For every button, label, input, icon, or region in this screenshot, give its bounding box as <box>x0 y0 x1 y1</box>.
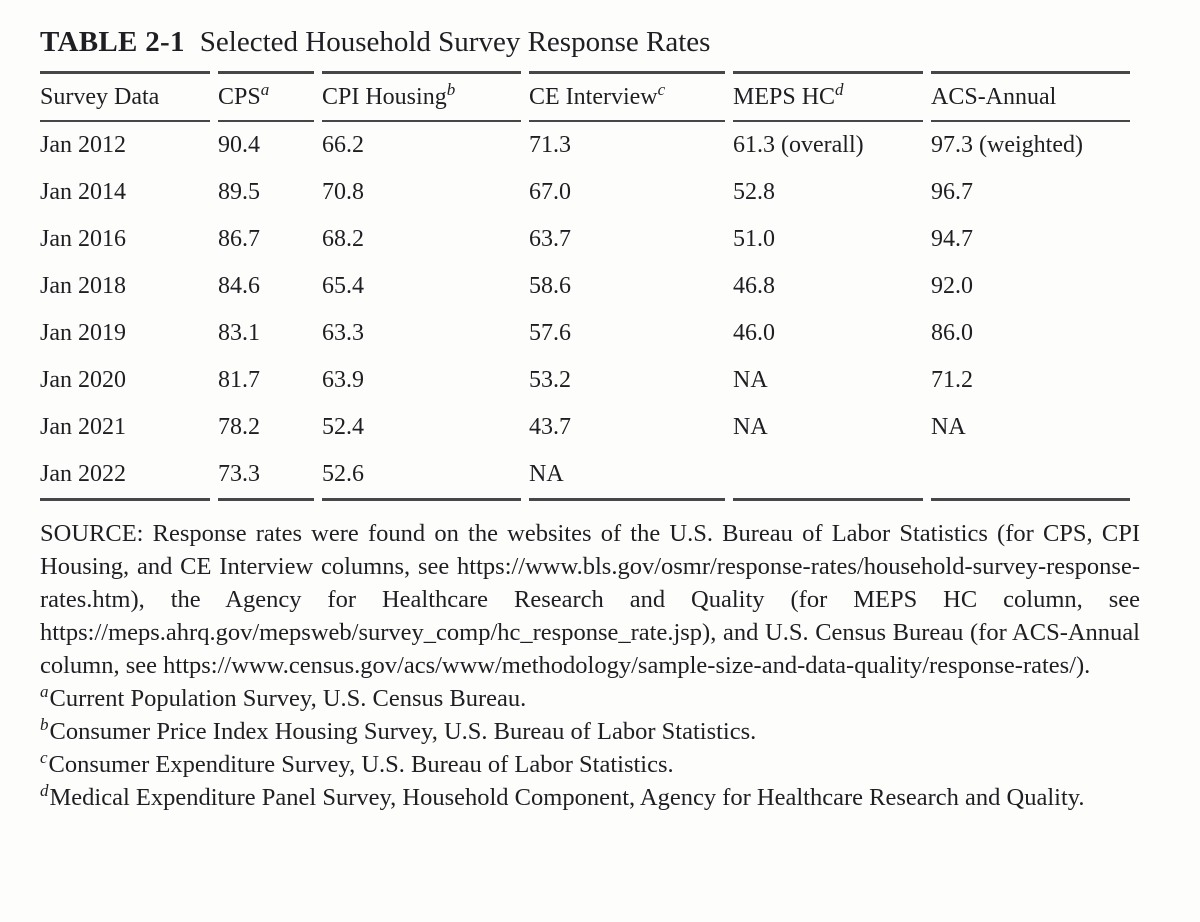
footnote-text: Medical Expenditure Panel Survey, Household Component, Agency for Healthcare Research and Quality. <box>49 784 1085 811</box>
cell-meps-hc: 51.0 <box>733 226 775 252</box>
cell-cps: 89.5 <box>218 179 260 205</box>
cell-meps-hc: 46.0 <box>733 320 775 346</box>
footnote-marker: b <box>40 714 49 734</box>
column-header-label: CPS <box>218 83 261 110</box>
cell-ce-interview: 43.7 <box>529 414 571 440</box>
table-row <box>40 122 1130 169</box>
footnote-d <box>40 781 1140 814</box>
footnote-marker: d <box>835 79 844 99</box>
cell-survey-date: Jan 2019 <box>40 320 126 346</box>
cell-survey-date: Jan 2022 <box>40 451 210 501</box>
source-note: SOURCE: Response rates were found on the websites of the U.S. Bureau of Labor Statistics (for CPS, CPI Housing, and CE Interview columns, see https://www.bls.gov/osmr/response-rates/household-survey-response-rates.htm), the Agency for Healthcare Research and Quality (for MEPS HC column, see https://meps.ahrq.gov/mepsweb/survey_comp/hc_response_rate.jsp), and U.S. Census Bureau (for ACS-Annual column, see https://www.census.gov/acs/www/methodology/sample-size-and-data-quality/response-rates/). <box>40 520 1140 679</box>
table-header-row <box>40 71 1130 122</box>
column-header-ce-interview <box>529 71 725 122</box>
table-title-text: Selected Household Survey Response Rates <box>199 26 711 58</box>
cell-ce-interview: NA <box>529 451 725 501</box>
table-row <box>40 404 1130 451</box>
cell-ce-interview: 63.7 <box>529 226 571 252</box>
column-header-survey-data <box>40 71 210 122</box>
table-title <box>40 26 1140 59</box>
column-header-label: CPI Housing <box>322 83 447 110</box>
cell-meps-hc: NA <box>733 367 768 393</box>
cell-cpi-housing: 52.4 <box>322 414 364 440</box>
footnote-text: Consumer Price Index Housing Survey, U.S. Bureau of Labor Statistics. <box>49 718 757 745</box>
cell-ce-interview: 53.2 <box>529 367 571 393</box>
cell-acs-annual: 97.3 (weighted) <box>931 132 1083 158</box>
footnote-marker: c <box>657 79 666 99</box>
cell-acs-annual: 71.2 <box>931 367 973 393</box>
column-header-label: CE Interview <box>529 83 658 110</box>
cell-cpi-housing: 65.4 <box>322 273 364 299</box>
cell-survey-date: Jan 2018 <box>40 273 126 299</box>
footnote-marker: c <box>40 747 48 767</box>
table-row <box>40 310 1130 357</box>
column-header-label: Survey Data <box>40 83 160 110</box>
footnote-marker: b <box>446 79 456 99</box>
cell-acs-annual: 94.7 <box>931 226 973 252</box>
cell-cpi-housing: 66.2 <box>322 132 364 158</box>
cell-meps-hc: 46.8 <box>733 273 775 299</box>
cell-meps-hc: 52.8 <box>733 179 775 205</box>
cell-acs-annual: 86.0 <box>931 320 973 346</box>
cell-cps: 73.3 <box>218 451 314 501</box>
cell-acs-annual: 96.7 <box>931 179 973 205</box>
column-header-acs-annual <box>931 71 1130 122</box>
cell-meps-hc <box>733 451 923 501</box>
cell-cpi-housing: 52.6 <box>322 451 521 501</box>
footnote-text: Current Population Survey, U.S. Census Bureau. <box>49 685 527 712</box>
table-label: TABLE 2-1 <box>40 26 185 58</box>
cell-cpi-housing: 63.9 <box>322 367 364 393</box>
cell-cpi-housing: 68.2 <box>322 226 364 252</box>
footnote-marker: a <box>40 681 49 701</box>
table-row <box>40 357 1130 404</box>
cell-acs-annual: 92.0 <box>931 273 973 299</box>
table-row <box>40 263 1130 310</box>
column-header-label: MEPS HC <box>733 83 836 110</box>
cell-meps-hc: NA <box>733 414 768 440</box>
cell-cps: 84.6 <box>218 273 260 299</box>
cell-meps-hc: 61.3 (overall) <box>733 132 864 158</box>
cell-cpi-housing: 63.3 <box>322 320 364 346</box>
column-header-label: ACS-Annual <box>931 83 1057 110</box>
cell-cps: 81.7 <box>218 367 260 393</box>
table-row <box>40 169 1130 216</box>
footnote-text: Consumer Expenditure Survey, U.S. Bureau of Labor Statistics. <box>48 751 674 778</box>
cell-ce-interview: 67.0 <box>529 179 571 205</box>
cell-survey-date: Jan 2016 <box>40 226 126 252</box>
cell-ce-interview: 57.6 <box>529 320 571 346</box>
cell-cps: 78.2 <box>218 414 260 440</box>
footnote-a <box>40 682 1140 715</box>
column-header-cps <box>218 71 314 122</box>
column-header-meps-hc <box>733 71 923 122</box>
footnote-c <box>40 748 1140 781</box>
table-row <box>40 451 1130 501</box>
cell-survey-date: Jan 2012 <box>40 132 126 158</box>
column-header-cpi-housing <box>322 71 521 122</box>
response-rates-table <box>32 71 1138 501</box>
cell-survey-date: Jan 2020 <box>40 367 126 393</box>
cell-acs-annual: NA <box>931 414 966 440</box>
cell-survey-date: Jan 2014 <box>40 179 126 205</box>
cell-cps: 86.7 <box>218 226 260 252</box>
footnote-marker: d <box>40 780 49 800</box>
cell-cps: 83.1 <box>218 320 260 346</box>
table-row <box>40 216 1130 263</box>
cell-acs-annual <box>931 451 1130 501</box>
cell-ce-interview: 71.3 <box>529 132 571 158</box>
footnote-b <box>40 715 1140 748</box>
cell-cpi-housing: 70.8 <box>322 179 364 205</box>
cell-survey-date: Jan 2021 <box>40 414 126 440</box>
footnote-marker: a <box>260 79 270 99</box>
cell-cps: 90.4 <box>218 132 260 158</box>
cell-ce-interview: 58.6 <box>529 273 571 299</box>
